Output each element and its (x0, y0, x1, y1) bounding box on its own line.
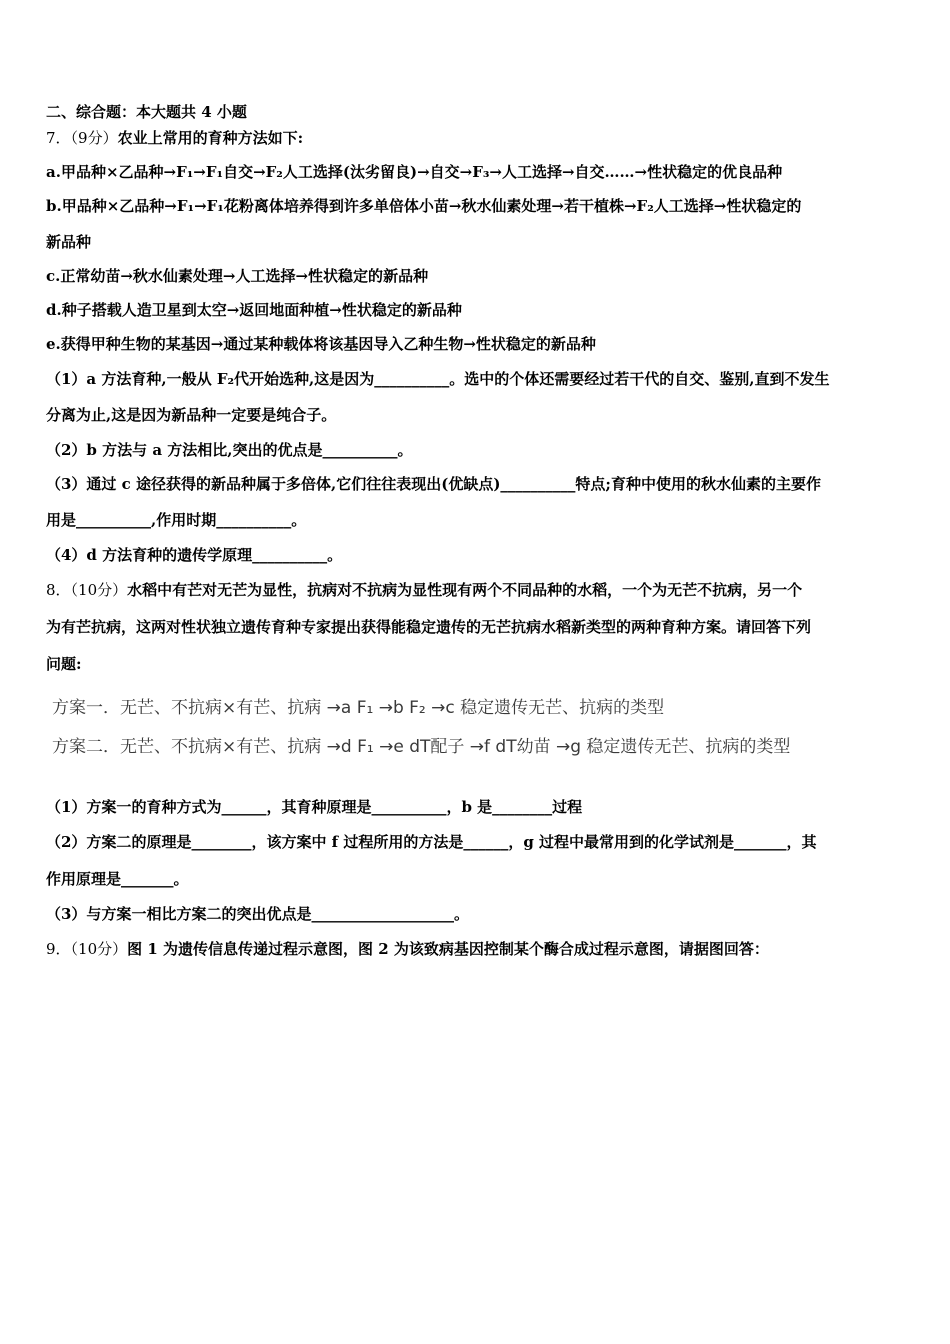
q8-stem-line3: 问题: (46, 655, 82, 673)
q7-sub3-line2: 用是__________,作用时期__________。 (46, 511, 307, 529)
q8-sub2-line2: 作用原理是_______。 (46, 870, 189, 888)
q7-sub2: （2）b 方法与 a 方法相比,突出的优点是__________。 (46, 441, 413, 459)
q7-score: （9分） (70, 129, 118, 147)
q8-sub1: （1）方案一的育种方式为______，其育种原理是__________，b 是________过程 (46, 798, 583, 816)
q7-header (46, 128, 916, 148)
q7-sub1-line2: 分离为止,这是因为新品种一定要是纯合子。 (46, 406, 337, 424)
q7-number: 7． (46, 129, 71, 147)
q8-scheme-two: 方案二．无芒、不抗病×有芒、抗病 →d F₁ →e dT配子 →f dT幼苗 →g 稳定遗传无芒、抗病的类型 (52, 737, 791, 757)
q7-method-a: a.甲品种×乙品种→F₁→F₁自交→F₂人工选择(汰劣留良)→自交→F₃→人工选择→自交……→性状稳定的优良品种 (46, 163, 783, 181)
q8-header (46, 580, 916, 600)
q7-method-b-line1: b.甲品种×乙品种→F₁→F₁花粉离体培养得到许多单倍体小苗→秋水仙素处理→若干植株→F₂人工选择→性状稳定的 (46, 197, 802, 215)
q8-sub3: （3）与方案一相比方案二的突出优点是___________________。 (46, 905, 469, 923)
q8-number: 8． (46, 581, 71, 599)
q9-number: 9． (46, 940, 71, 958)
q7-method-b-line2: 新品种 (46, 233, 92, 251)
q7-sub4: （4）d 方法育种的遗传学原理__________。 (46, 546, 343, 564)
q7-method-c: c.正常幼苗→秋水仙素处理→人工选择→性状稳定的新品种 (46, 267, 429, 285)
q7-method-e: e.获得甲种生物的某基因→通过某种载体将该基因导入乙种生物→性状稳定的新品种 (46, 335, 596, 353)
q7-method-d: d.种子搭载人造卫星到太空→返回地面种植→性状稳定的新品种 (46, 301, 462, 319)
q7-sub3-line1: （3）通过 c 途径获得的新品种属于多倍体,它们往往表现出(优缺点)__________特点;育种中使用的秋水仙素的主要作 (46, 475, 821, 493)
q8-stem-line1: 水稻中有芒对无芒为显性，抗病对不抗病为显性现有两个不同品种的水稻，一个为无芒不抗病，另一个 (127, 581, 803, 599)
q7-stem: 农业上常用的育种方法如下: (117, 129, 304, 147)
q8-stem-line2: 为有芒抗病，这两对性状独立遗传育种专家提出获得能稳定遗传的无芒抗病水稻新类型的两种育种方案。请回答下列 (46, 618, 812, 636)
q9-header (46, 939, 916, 959)
section-title: 二、综合题：本大题共 4 小题 (46, 103, 247, 121)
q8-sub2-line1: （2）方案二的原理是________，该方案中 f 过程所用的方法是______，g 过程中最常用到的化学试剂是_______，其 (46, 833, 817, 851)
q9-score: （10分） (70, 940, 128, 958)
q9-stem: 图 1 为遗传信息传递过程示意图，图 2 为该致病基因控制某个酶合成过程示意图，请据图回答： (127, 940, 769, 958)
q7-sub1-line1: （1）a 方法育种,一般从 F₂代开始选种,这是因为__________。选中的个体还需要经过若干代的自交、鉴别,直到不发生 (46, 370, 830, 388)
q8-scheme-one: 方案一．无芒、不抗病×有芒、抗病 →a F₁ →b F₂ →c 稳定遗传无芒、抗病的类型 (52, 698, 665, 718)
q8-score: （10分） (70, 581, 128, 599)
